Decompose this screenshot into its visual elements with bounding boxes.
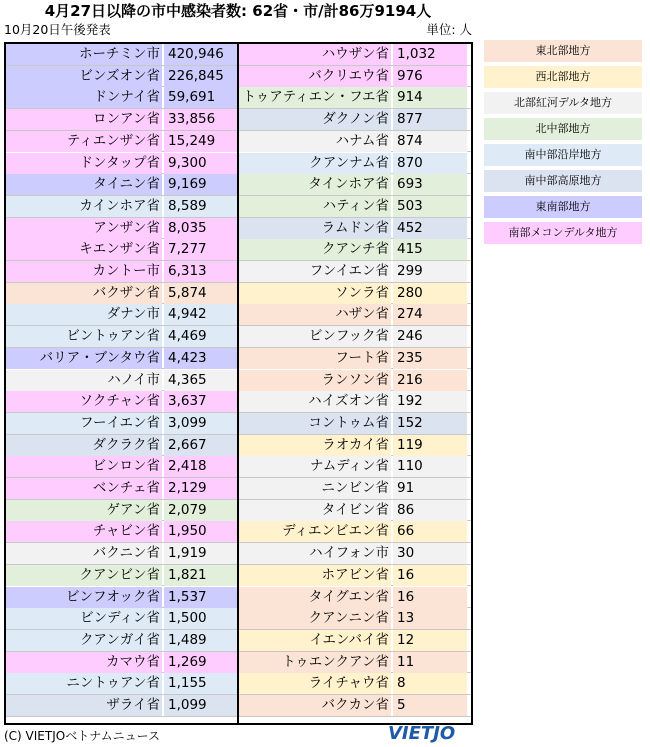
table-row [6,153,238,175]
legend-item: 北部紅河デルタ地方 [484,92,642,118]
table-row [6,391,238,413]
province-name: アンザン省 [6,218,162,239]
table-row [239,283,471,305]
table-row [6,218,238,240]
province-name: ダクラク省 [6,435,162,456]
table-row [239,652,471,674]
table-row [6,326,238,348]
table-row [239,131,471,153]
case-count: 9,300 [164,153,238,174]
province-name: ホーチミン市 [6,44,162,65]
table-row [6,608,238,630]
case-count: 3,099 [164,413,238,434]
table-row [6,66,238,88]
province-name: ディエンビエン省 [239,521,391,542]
province-name: ソンラ省 [239,283,391,304]
case-count: 503 [393,196,467,217]
case-count: 11 [393,652,467,673]
case-count: 226,845 [164,66,238,87]
vietjo-logo [388,724,455,744]
province-name: ロンアン省 [6,109,162,130]
case-count: 4,469 [164,326,238,347]
province-name: クアンニン省 [239,608,391,629]
legend-item: 南中部沿岸地方 [484,144,642,170]
case-count: 1,269 [164,652,238,673]
case-count: 110 [393,456,467,477]
table-row [6,695,238,717]
table-row [6,87,238,109]
table-row [239,44,471,66]
province-name: トゥエンクアン省 [239,652,391,673]
table-row [239,587,471,609]
province-name: タインホア省 [239,174,391,195]
province-name: ベンチェ省 [6,478,162,499]
case-count: 2,079 [164,500,238,521]
table-row [239,608,471,630]
province-name: ダクノン省 [239,109,391,130]
table-row [6,304,238,326]
case-count: 299 [393,261,467,282]
legend-item: 北中部地方 [484,118,642,144]
province-name: クアンナム省 [239,153,391,174]
province-name: クアンビン省 [6,565,162,586]
province-name: チャビン省 [6,521,162,542]
province-name: ランソン省 [239,370,391,391]
province-name: カインホア省 [6,196,162,217]
province-name: ビンディン省 [6,608,162,629]
province-name: ゲアン省 [6,500,162,521]
legend-item: 東北部地方 [484,40,642,66]
case-count: 3,637 [164,391,238,412]
province-name: タイビン省 [239,500,391,521]
case-count: 152 [393,413,467,434]
page-title: 4月27日以降の市中感染者数: 62省・市/計86万9194人 [44,2,432,20]
case-count: 274 [393,304,467,325]
table-row [6,239,238,261]
province-name: ティエンザン省 [6,131,162,152]
province-name: ビンフック省 [239,326,391,347]
table-row [239,391,471,413]
table-row [6,44,238,66]
case-count: 246 [393,326,467,347]
province-name: バクニン省 [6,543,162,564]
province-name: バクリエウ省 [239,66,391,87]
province-name: バリア・ブンタウ省 [6,348,162,369]
province-name: キエンザン省 [6,239,162,260]
case-count: 16 [393,587,467,608]
case-count: 91 [393,478,467,499]
legend-item: 南部メコンデルタ地方 [484,222,642,248]
unit-label: 単位: 人 [426,22,472,37]
province-name: コントゥム省 [239,413,391,434]
province-name: タイグエン省 [239,587,391,608]
province-name: ハザン省 [239,304,391,325]
province-name: カマウ省 [6,652,162,673]
province-name: ザライ省 [6,695,162,716]
case-count: 874 [393,131,467,152]
case-count: 870 [393,153,467,174]
table-row [239,521,471,543]
case-count: 30 [393,543,467,564]
province-name: クアンガイ省 [6,630,162,651]
case-count: 8 [393,673,467,694]
case-count: 877 [393,109,467,130]
province-name: ビンフオック省 [6,587,162,608]
case-count: 1,489 [164,630,238,651]
table-row [239,66,471,88]
case-count: 1,155 [164,673,238,694]
province-name: ニントゥアン省 [6,673,162,694]
case-count: 8,035 [164,218,238,239]
table-row [239,261,471,283]
case-count: 4,365 [164,370,238,391]
table-row [6,478,238,500]
case-count: 15,249 [164,131,238,152]
province-name: ダナン市 [6,304,162,325]
table-row [6,370,238,392]
province-name: ハノイ市 [6,370,162,391]
case-count: 914 [393,87,467,108]
province-name: フンイエン省 [239,261,391,282]
table-row [6,652,238,674]
province-name: ビントゥアン省 [6,326,162,347]
province-name: トゥアティエン・フエ省 [239,87,391,108]
case-count: 5 [393,695,467,716]
table-row [6,521,238,543]
province-name: ハナム省 [239,131,391,152]
case-count: 86 [393,500,467,521]
table-row [239,695,471,717]
legend-item: 西北部地方 [484,66,642,92]
case-count: 1,919 [164,543,238,564]
table-row [6,543,238,565]
province-name: ナムディン省 [239,456,391,477]
case-count: 1,537 [164,587,238,608]
province-name: イエンバイ省 [239,630,391,651]
province-name: ラオカイ省 [239,435,391,456]
copyright-text: (C) VIETJOベトナムニュース [4,729,161,743]
case-count: 1,032 [393,44,467,65]
table-row [6,109,238,131]
case-count: 5,874 [164,283,238,304]
table-row [239,218,471,240]
province-name: ビンロン省 [6,456,162,477]
province-name: ハウザン省 [239,44,391,65]
table-row [6,261,238,283]
case-count: 4,942 [164,304,238,325]
case-count: 693 [393,174,467,195]
case-count: 415 [393,239,467,260]
table-row [6,630,238,652]
province-name: フート省 [239,348,391,369]
province-name: ドンナイ省 [6,87,162,108]
region-legend [484,40,642,248]
province-name: ハイズオン省 [239,391,391,412]
table-row [239,565,471,587]
province-name: ハティン省 [239,196,391,217]
legend-item: 東南部地方 [484,196,642,222]
table-row [239,153,471,175]
case-count: 2,129 [164,478,238,499]
case-count: 8,589 [164,196,238,217]
province-name: ハイフォン市 [239,543,391,564]
table-row [6,174,238,196]
case-count: 976 [393,66,467,87]
table-row [239,196,471,218]
table-row [239,543,471,565]
province-name: ビンズオン省 [6,66,162,87]
case-count: 7,277 [164,239,238,260]
case-count: 13 [393,608,467,629]
case-count: 66 [393,521,467,542]
table-row [239,478,471,500]
province-name: ドンタップ省 [6,153,162,174]
legend-item: 南中部高原地方 [484,170,642,196]
table-row [239,326,471,348]
province-name: フーイエン省 [6,413,162,434]
case-count: 420,946 [164,44,238,65]
province-name: バクカン省 [239,695,391,716]
table-row [239,239,471,261]
province-name: クアンチ省 [239,239,391,260]
table-row [239,435,471,457]
case-count: 452 [393,218,467,239]
province-name: カントー市 [6,261,162,282]
case-count: 280 [393,283,467,304]
table-row [6,348,238,370]
table-row [6,500,238,522]
table-row [6,413,238,435]
case-count: 1,099 [164,695,238,716]
province-name: ホアビン省 [239,565,391,586]
case-count: 1,821 [164,565,238,586]
case-count: 12 [393,630,467,651]
table-row [239,304,471,326]
province-name: ラムドン省 [239,218,391,239]
case-count: 119 [393,435,467,456]
table-row [6,587,238,609]
table-row [239,174,471,196]
case-count: 4,423 [164,348,238,369]
table-row [6,673,238,695]
table-row [239,630,471,652]
province-name: ソクチャン省 [6,391,162,412]
case-count: 235 [393,348,467,369]
province-name: ライチャウ省 [239,673,391,694]
case-count: 16 [393,565,467,586]
table-row [239,348,471,370]
table-row [239,87,471,109]
case-count: 1,950 [164,521,238,542]
table-row [6,283,238,305]
table-row [239,456,471,478]
case-count: 6,313 [164,261,238,282]
table-row [6,435,238,457]
cases-table [4,42,473,725]
logo-viet-text: VIET [388,723,434,744]
province-name: タイニン省 [6,174,162,195]
case-count: 59,691 [164,87,238,108]
table-row [6,456,238,478]
table-row [6,131,238,153]
case-count: 9,169 [164,174,238,195]
case-count: 216 [393,370,467,391]
province-name: バクザン省 [6,283,162,304]
table-row [239,413,471,435]
case-count: 192 [393,391,467,412]
table-row [6,565,238,587]
province-name: ニンビン省 [239,478,391,499]
table-row [239,109,471,131]
table-row [6,196,238,218]
table-row [239,370,471,392]
table-row [239,673,471,695]
case-count: 1,500 [164,608,238,629]
case-count: 2,667 [164,435,238,456]
table-row [239,500,471,522]
announcement-date: 10月20日午後発表 [4,22,111,37]
case-count: 2,418 [164,456,238,477]
case-count: 33,856 [164,109,238,130]
logo-jo-text: JO [433,723,456,744]
